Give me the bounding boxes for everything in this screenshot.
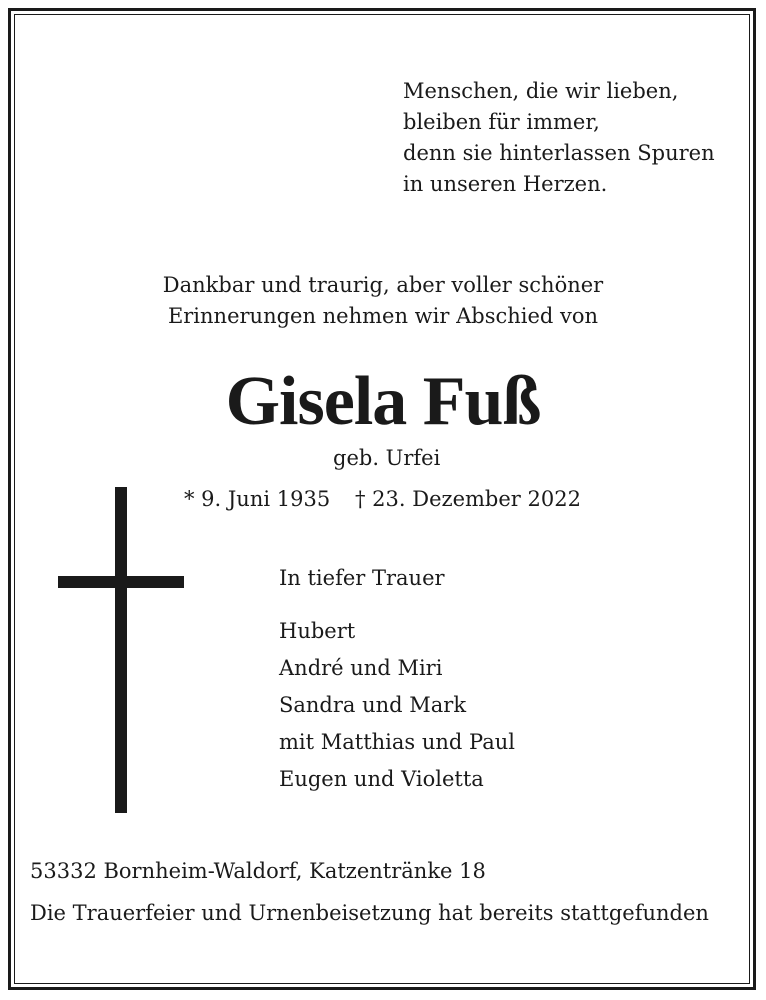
poem-line: bleiben für immer, [403, 110, 600, 134]
family-member: mit Matthias und Paul [279, 730, 515, 754]
intro-text [0, 270, 766, 332]
family-member: Hubert [279, 619, 356, 643]
intro-line: Erinnerungen nehmen wir Abschied von [167, 304, 599, 328]
poem-line: Menschen, die wir lieben, [403, 79, 679, 103]
address: 53332 Bornheim-Waldorf, Katzentränke 18 [30, 859, 486, 883]
birth-date: * 9. Juni 1935 [184, 487, 331, 511]
family-member: Sandra und Mark [279, 693, 467, 717]
death-date: † 23. Dezember 2022 [355, 487, 581, 511]
funeral-note: Die Trauerfeier und Urnenbeisetzung hat bereits stattgefunden [30, 901, 709, 925]
family-member: Eugen und Violetta [279, 767, 484, 791]
poem-line: denn sie hinterlassen Spuren [403, 141, 715, 165]
deceased-name: Gisela Fuß [225, 363, 541, 440]
family-member: André und Miri [279, 656, 443, 680]
poem-line: in unseren Herzen. [403, 172, 608, 196]
cross-vertical-bar [115, 487, 127, 813]
intro-line: Dankbar und traurig, aber voller schöner [162, 273, 604, 297]
cross-horizontal-bar [58, 576, 184, 588]
maiden-name: geb. Urfei [333, 446, 441, 470]
mourning-heading: In tiefer Trauer [279, 566, 445, 590]
family-members [279, 613, 515, 798]
poem [403, 76, 715, 200]
